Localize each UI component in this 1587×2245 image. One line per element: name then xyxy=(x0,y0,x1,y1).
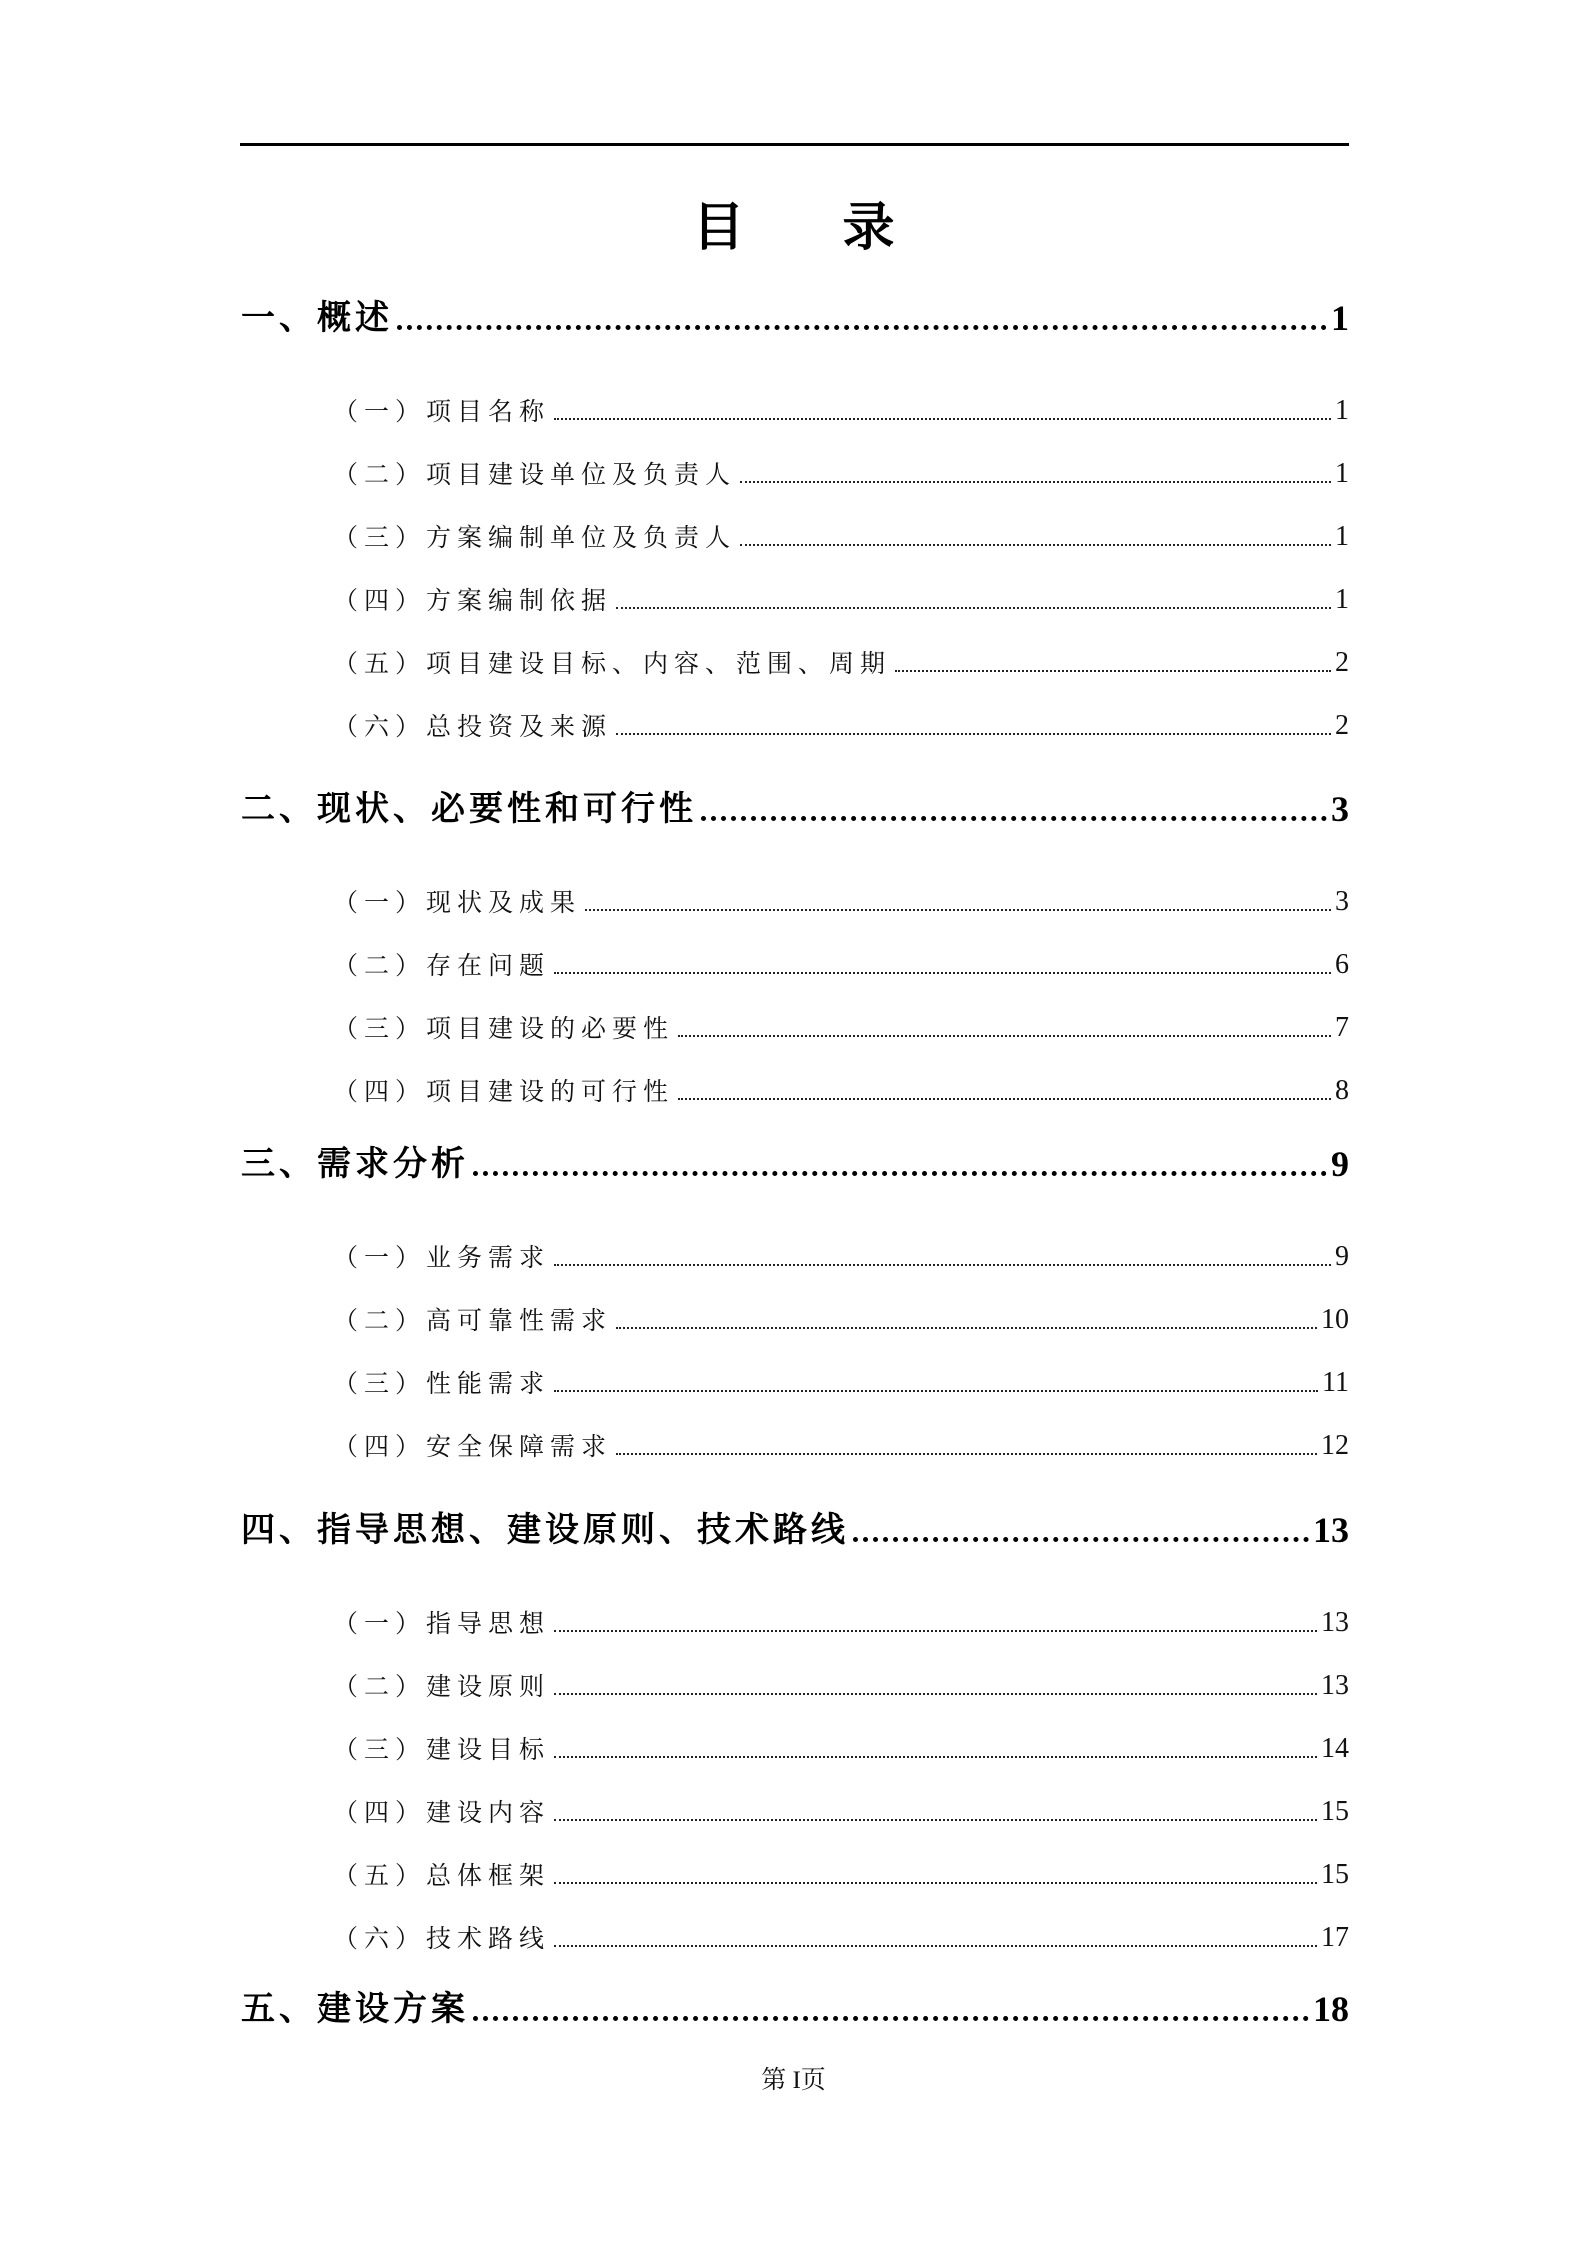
dot-leader xyxy=(616,733,1331,735)
toc-subsection-2-1[interactable] xyxy=(333,885,1349,919)
dot-leader xyxy=(554,1945,1317,1947)
toc-page-number: 2 xyxy=(1335,647,1349,678)
toc-subsection-1-6[interactable] xyxy=(333,709,1349,743)
toc-page-number: 8 xyxy=(1335,1075,1349,1106)
toc-section-4[interactable] xyxy=(241,1507,1349,1551)
toc-subsection-1-5[interactable] xyxy=(333,646,1349,680)
dot-leader xyxy=(853,1537,1309,1542)
toc-page-number: 2 xyxy=(1335,710,1349,741)
dot-leader xyxy=(554,1819,1317,1821)
toc-page-number: 1 xyxy=(1335,521,1349,552)
toc-section-5[interactable] xyxy=(241,1986,1349,2030)
toc-page-number: 13 xyxy=(1321,1670,1349,1701)
toc-subsection-label: （二）项目建设单位及负责人 xyxy=(333,460,737,489)
toc-subsection-label: （五）项目建设目标、内容、范围、周期 xyxy=(333,649,892,678)
toc-subsection-label: （四）方案编制依据 xyxy=(333,586,613,615)
toc-subsection-1-2[interactable] xyxy=(333,457,1349,491)
toc-subsection-label: （四）安全保障需求 xyxy=(333,1432,613,1461)
toc-page-number: 3 xyxy=(1335,886,1349,917)
toc-subsection-2-3[interactable] xyxy=(333,1011,1349,1045)
dot-leader xyxy=(701,816,1327,821)
toc-page-number: 13 xyxy=(1321,1607,1349,1638)
dot-leader xyxy=(473,1171,1327,1176)
toc-page-number: 11 xyxy=(1322,1367,1349,1398)
toc-section-3[interactable] xyxy=(241,1141,1349,1185)
toc-subsection-4-5[interactable] xyxy=(333,1858,1349,1892)
dot-leader xyxy=(585,909,1331,911)
toc-subsection-3-3[interactable] xyxy=(333,1366,1349,1400)
toc-subsection-label: （四）项目建设的可行性 xyxy=(333,1077,675,1106)
toc-subsection-label: （三）建设目标 xyxy=(333,1735,551,1764)
dot-leader xyxy=(554,972,1331,974)
toc-section-2[interactable] xyxy=(241,786,1349,830)
toc-page-number: 9 xyxy=(1335,1241,1349,1272)
toc-subsection-label: （一）业务需求 xyxy=(333,1243,551,1272)
toc-subsection-4-6[interactable] xyxy=(333,1921,1349,1955)
toc-subsection-1-3[interactable] xyxy=(333,520,1349,554)
dot-leader xyxy=(554,1264,1331,1266)
toc-subsection-4-4[interactable] xyxy=(333,1795,1349,1829)
toc-section-label: 四、指导思想、建设原则、技术路线 xyxy=(241,1510,849,1550)
toc-subsection-3-1[interactable] xyxy=(333,1240,1349,1274)
toc-subsection-label: （三）项目建设的必要性 xyxy=(333,1014,675,1043)
toc-page-number: 10 xyxy=(1321,1304,1349,1335)
toc-subsection-4-1[interactable] xyxy=(333,1606,1349,1640)
toc-page-number: 14 xyxy=(1321,1733,1349,1764)
dot-leader xyxy=(895,670,1331,672)
toc-page-number: 3 xyxy=(1331,789,1349,829)
toc-page-number: 1 xyxy=(1335,458,1349,489)
dot-leader xyxy=(554,418,1331,420)
dot-leader xyxy=(616,1327,1317,1329)
toc-subsection-1-4[interactable] xyxy=(333,583,1349,617)
dot-leader xyxy=(616,1453,1317,1455)
toc-section-label: 五、建设方案 xyxy=(241,1989,469,2029)
toc-subsection-label: （一）指导思想 xyxy=(333,1609,551,1638)
dot-leader xyxy=(397,325,1327,330)
toc-subsection-label: （二）存在问题 xyxy=(333,951,551,980)
dot-leader xyxy=(554,1882,1317,1884)
toc-subsection-label: （一）现状及成果 xyxy=(333,888,582,917)
toc-subsection-4-2[interactable] xyxy=(333,1669,1349,1703)
toc-page-number: 1 xyxy=(1331,298,1349,338)
toc-page-number: 7 xyxy=(1335,1012,1349,1043)
toc-section-label: 二、现状、必要性和可行性 xyxy=(241,789,697,829)
dot-leader xyxy=(616,607,1331,609)
page-title: 目 录 xyxy=(692,198,935,258)
toc-page-number: 15 xyxy=(1321,1859,1349,1890)
dot-leader xyxy=(473,2016,1309,2021)
toc-subsection-label: （五）总体框架 xyxy=(333,1861,551,1890)
dot-leader xyxy=(554,1390,1318,1392)
toc-page-number: 12 xyxy=(1321,1430,1349,1461)
toc-subsection-2-4[interactable] xyxy=(333,1074,1349,1108)
toc-page-number: 15 xyxy=(1321,1796,1349,1827)
page-footer: 第 I页 xyxy=(761,2067,826,2094)
dot-leader xyxy=(678,1098,1331,1100)
toc-subsection-label: （六）技术路线 xyxy=(333,1924,551,1953)
toc-page-number: 18 xyxy=(1313,1989,1349,2029)
toc-section-label: 三、需求分析 xyxy=(241,1144,469,1184)
dot-leader xyxy=(554,1693,1317,1695)
toc-page-number: 17 xyxy=(1321,1922,1349,1953)
toc-page-number: 9 xyxy=(1331,1144,1349,1184)
toc-subsection-label: （一）项目名称 xyxy=(333,397,551,426)
toc-page-number: 1 xyxy=(1335,584,1349,615)
toc-subsection-3-4[interactable] xyxy=(333,1429,1349,1463)
toc-subsection-label: （二）建设原则 xyxy=(333,1672,551,1701)
dot-leader xyxy=(740,544,1331,546)
dot-leader xyxy=(554,1630,1317,1632)
toc-subsection-label: （四）建设内容 xyxy=(333,1798,551,1827)
toc-page-number: 6 xyxy=(1335,949,1349,980)
dot-leader xyxy=(554,1756,1317,1758)
toc-subsection-2-2[interactable] xyxy=(333,948,1349,982)
toc-subsection-3-2[interactable] xyxy=(333,1303,1349,1337)
toc-section-1[interactable] xyxy=(241,295,1349,339)
toc-section-label: 一、概述 xyxy=(241,298,393,338)
toc-page-number: 1 xyxy=(1335,395,1349,426)
toc-subsection-1-1[interactable] xyxy=(333,394,1349,428)
toc-subsection-label: （三）性能需求 xyxy=(333,1369,551,1398)
toc-subsection-label: （二）高可靠性需求 xyxy=(333,1306,613,1335)
dot-leader xyxy=(740,481,1331,483)
toc-subsection-label: （三）方案编制单位及负责人 xyxy=(333,523,737,552)
toc-page-number: 13 xyxy=(1313,1510,1349,1550)
dot-leader xyxy=(678,1035,1331,1037)
toc-subsection-4-3[interactable] xyxy=(333,1732,1349,1766)
toc-subsection-label: （六）总投资及来源 xyxy=(333,712,613,741)
